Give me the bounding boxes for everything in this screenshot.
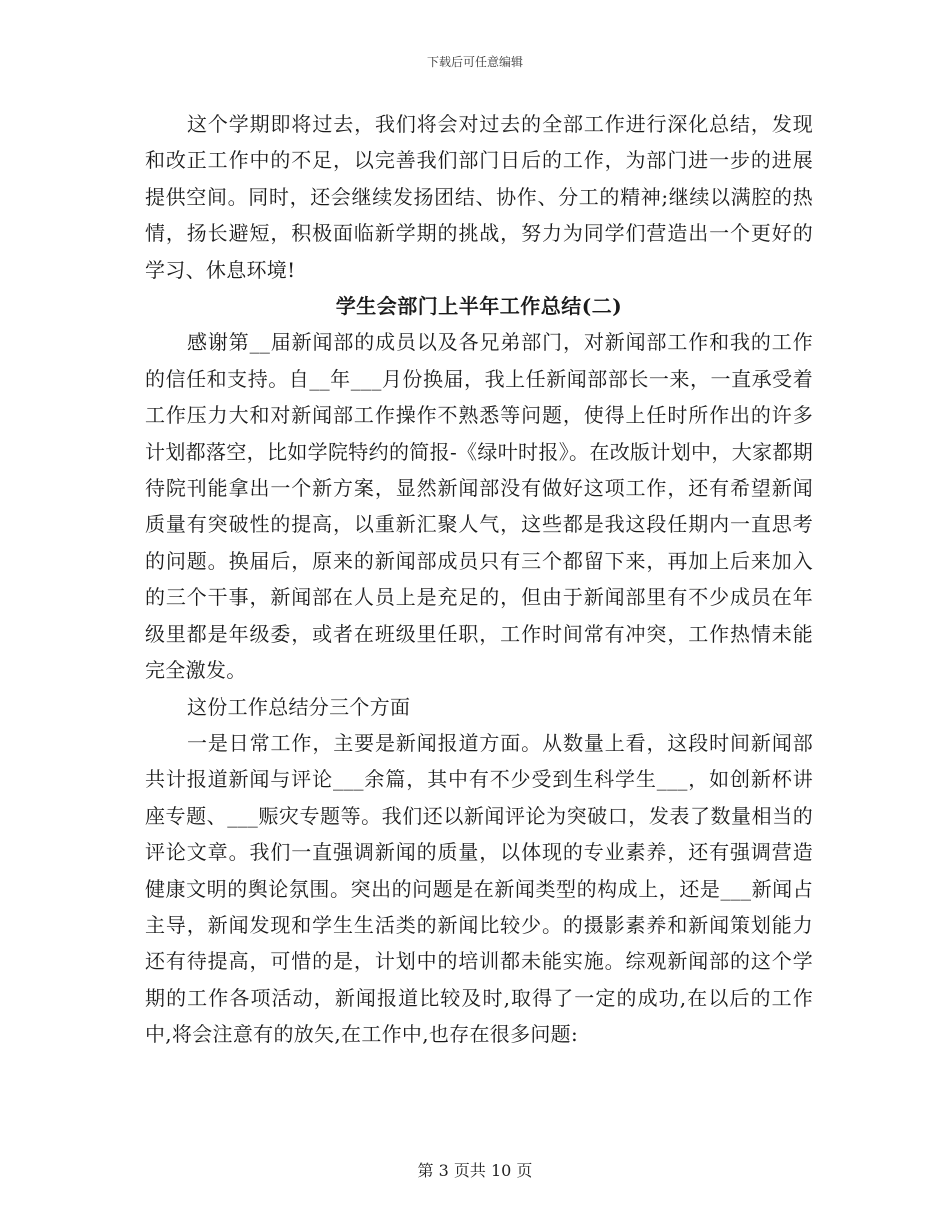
section-title: 学生会部门上半年工作总结(二) bbox=[335, 294, 623, 319]
body-paragraph-2: 这份工作总结分三个方面 bbox=[187, 694, 411, 719]
page-number: 第 3 页共 10 页 bbox=[417, 1161, 533, 1180]
header-note: 下载后可任意编辑 bbox=[426, 55, 523, 69]
body-paragraph-3: 一是日常工作，主要是新闻报道方面。从数量上看，这段时间新闻部共计报道新闻与评论___余篇，其中有不少受到生科学生___，如创新杯讲座专题、___赈灾专题等。我们还以新闻评论为突破口，发表了数量相当的评论文章。我们一直强调新闻的质量，以体现的专业素养，还有强调营造健康文明的舆论氛围。突出的问题是在新闻类型的构成上，还是___新闻占主导，新闻发现和学生生活类的新闻比较少。的摄影素养和新闻策划能力还有待提高，可惜的是，计划中的培训都未能实施。综观新闻部的这个学期的工作各项活动，新闻报道比较及时,取得了一定的成功,在以后的工作中,将会注意有的放矢,在工作中,也存在很多问题: bbox=[145, 730, 813, 1047]
document-body bbox=[145, 106, 813, 1053]
intro-paragraph: 这个学期即将过去，我们将会对过去的全部工作进行深化总结，发现和改正工作中的不足，以完善我们部门日后的工作，为部门进一步的进展提供空间。同时，还会继续发扬团结、协作、分工的精神;继续以满腔的热情，扬长避短，积极面临新学期的挑战，努力为同学们营造出一个更好的学习、休息环境! bbox=[145, 112, 813, 282]
body-paragraph-1: 感谢第__届新闻部的成员以及各兄弟部门，对新闻部工作和我的工作的信任和支持。自__年___月份换届，我上任新闻部部长一来，一直承受着工作压力大和对新闻部工作操作不熟悉等问题，使得上任时所作出的许多计划都落空，比如学院特约的简报-《绿叶时报》。在改版计划中，大家都期待院刊能拿出一个新方案，显然新闻部没有做好这项工作，还有希望新闻质量有突破性的提高，以重新汇聚人气，这些都是我这段任期内一直思考的问题。换届后，原来的新闻部成员只有三个都留下来，再加上后来加入的三个干事，新闻部在人员上是充足的，但由于新闻部里有不少成员在年级里都是年级委，或者在班级里任职，工作时间常有冲突，工作热情未能完全激发。 bbox=[145, 330, 813, 683]
